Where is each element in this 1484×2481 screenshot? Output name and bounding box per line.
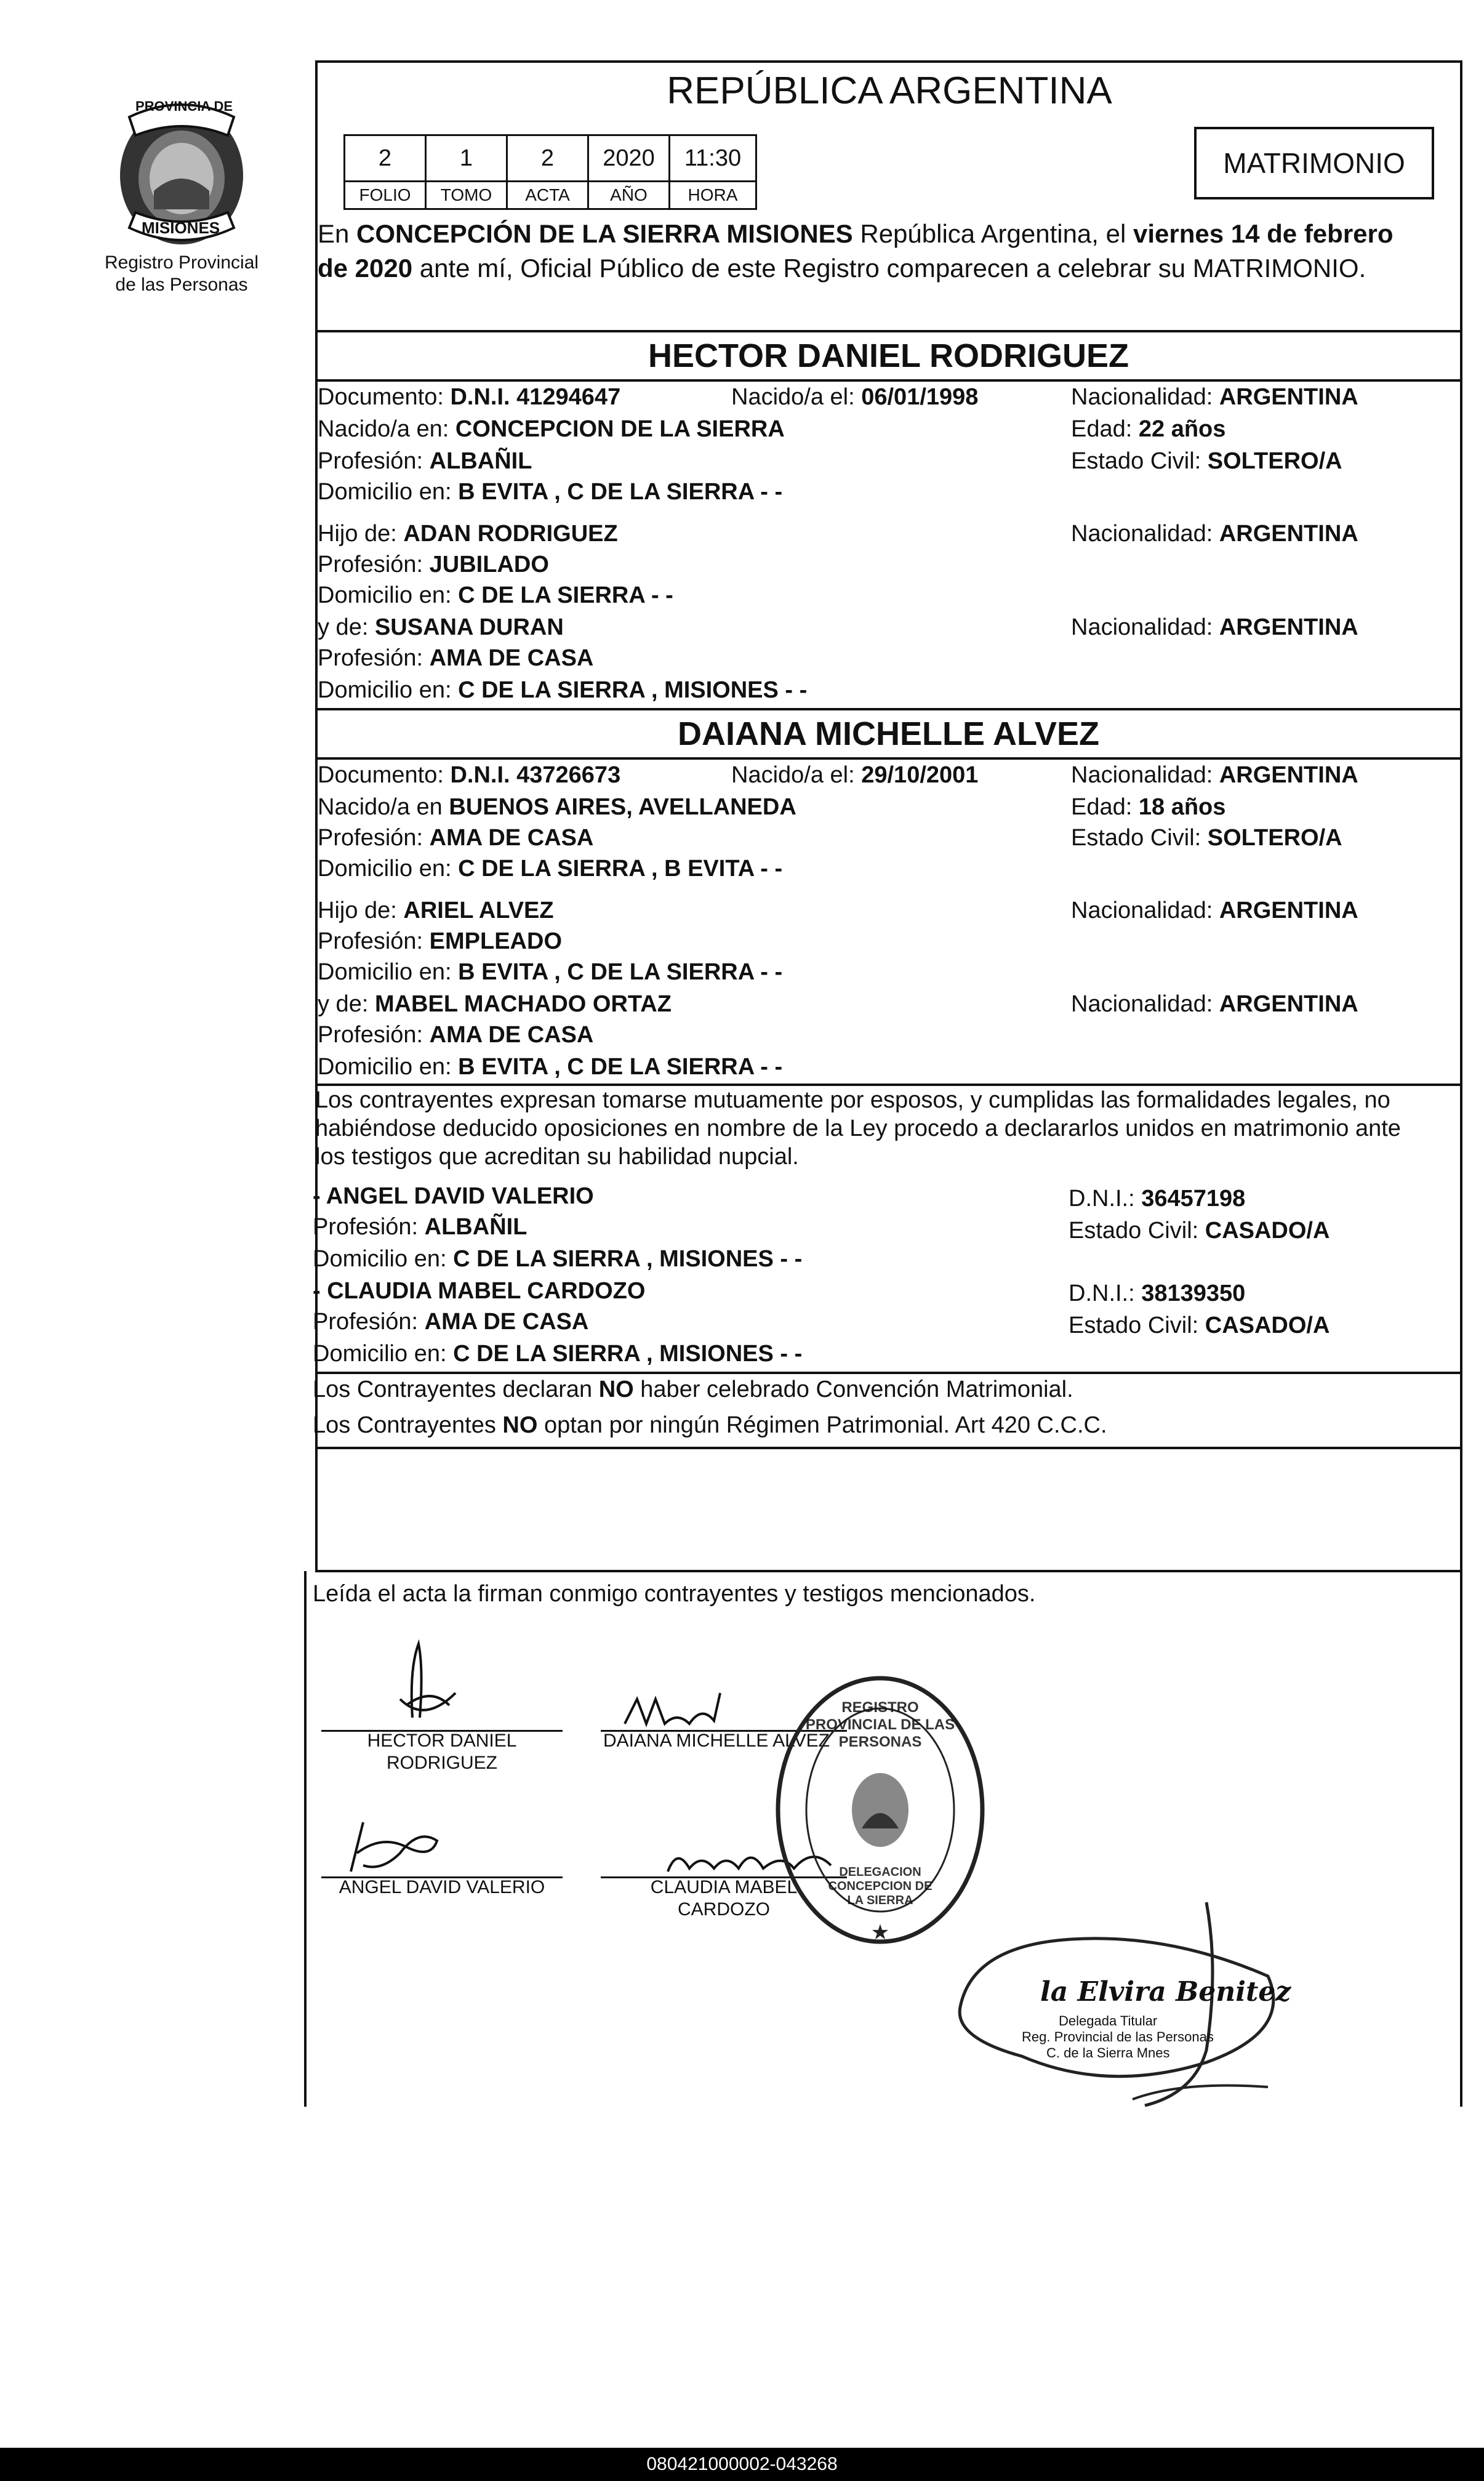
spouse1-padre: Hijo de: ADAN RODRIGUEZ [318, 521, 618, 547]
ano-value: 2020 [588, 135, 670, 182]
witness2-estado: Estado Civil: CASADO/A [1069, 1313, 1330, 1338]
witness1-domicilio: Domicilio en: C DE LA SIERRA , MISIONES - - [313, 1246, 803, 1272]
hora-label: HORA [670, 182, 756, 209]
signature-label-hector-2: RODRIGUEZ [387, 1753, 497, 1773]
frame-top-line [315, 60, 1462, 63]
witness2-name: - CLAUDIA MABEL CARDOZO [313, 1278, 646, 1304]
witness1-name: - ANGEL DAVID VALERIO [313, 1183, 594, 1209]
spouse1-padre-dom: Domicilio en: C DE LA SIERRA - - [318, 582, 673, 608]
spouse2-padre-prof: Profesión: EMPLEADO [318, 928, 563, 954]
declaration-line2: habiéndose deducido oposiciones en nombre de la Ley procedo a declararlos unidos en matrimonio ante [315, 1116, 1401, 1141]
declaration-line3: los testigos que acreditan su habilidad nupcial. [315, 1144, 799, 1170]
witness2-dni: D.N.I.: 38139350 [1069, 1281, 1246, 1306]
signature-hector [375, 1631, 474, 1730]
official-title-line1: Delegada Titular [1059, 2013, 1158, 2029]
witness2-domicilio: Domicilio en: C DE LA SIERRA , MISIONES - - [313, 1341, 803, 1367]
witness1-profesion: Profesión: ALBAÑIL [313, 1214, 527, 1240]
spouse2-madre-nac: Nacionalidad: ARGENTINA [1071, 991, 1358, 1017]
intro-place: CONCEPCIÓN DE LA SIERRA MISIONES [356, 219, 853, 248]
witness2-profesion: Profesión: AMA DE CASA [313, 1309, 589, 1335]
convention-line1: Los Contrayentes declaran NO haber celebrado Convención Matrimonial. [313, 1377, 1073, 1402]
closing-text: Leída el acta la firman conmigo contrayentes y testigos mencionados. [313, 1581, 1036, 1607]
divider-convention [315, 1372, 1462, 1374]
divider-closing [315, 1570, 1462, 1572]
spouse1-padre-nac: Nacionalidad: ARGENTINA [1071, 521, 1358, 547]
spouse1-domicilio: Domicilio en: B EVITA , C DE LA SIERRA - - [318, 479, 783, 505]
spouse2-name: DAIANA MICHELLE ALVEZ [678, 715, 1099, 752]
spouse2-padre-nac: Nacionalidad: ARGENTINA [1071, 898, 1358, 923]
signature-label-claudia-2: CARDOZO [678, 1899, 770, 1920]
divider-blank-top [315, 1447, 1462, 1449]
divider-spouse1-name [315, 379, 1462, 382]
divider-spouse2-name [315, 757, 1462, 760]
witness1-estado: Estado Civil: CASADO/A [1069, 1218, 1330, 1244]
intro-line2 [318, 251, 1366, 286]
spouse2-padre: Hijo de: ARIEL ALVEZ [318, 898, 554, 923]
folio-label: FOLIO [345, 182, 426, 209]
doc-type-box [1194, 127, 1434, 199]
convention-line2: Los Contrayentes NO optan por ningún Régimen Patrimonial. Art 420 C.C.C. [313, 1412, 1107, 1438]
signature-label-angel: ANGEL DAVID VALERIO [339, 1877, 545, 1897]
spouse1-name: HECTOR DANIEL RODRIGUEZ [648, 337, 1129, 374]
svg-text:★: ★ [870, 1920, 890, 1945]
spouse2-nacionalidad: Nacionalidad: ARGENTINA [1071, 762, 1358, 788]
seal-ring-text: REGISTRO PROVINCIAL DE LAS PERSONAS [805, 1699, 955, 1750]
spouse1-madre-nac: Nacionalidad: ARGENTINA [1071, 614, 1358, 640]
frame-left-lower-line [304, 1571, 307, 2107]
hora-value: 11:30 [670, 135, 756, 182]
spouse1-madre-prof: Profesión: AMA DE CASA [318, 645, 594, 671]
declaration-line1: Los contrayentes expresan tomarse mutuamente por esposos, y cumplidas las formalidades legales, no [315, 1087, 1390, 1113]
folio-value: 2 [345, 135, 426, 182]
logo-seal-text-top: PROVINCIA DE [135, 99, 233, 114]
intro-line1 [318, 217, 1394, 251]
spouse2-madre: y de: MABEL MACHADO ORTAZ [318, 991, 672, 1017]
footer-code: 080421000002-043268 [646, 2454, 838, 2474]
frame-right-line [1460, 60, 1462, 1571]
spouse1-madre: y de: SUSANA DURAN [318, 614, 564, 640]
intro-text-1: En [318, 219, 357, 248]
frame-right-lower-line [1460, 1571, 1462, 2107]
spouse1-profesion: Profesión: ALBAÑIL [318, 448, 532, 474]
official-name: la Elvira Benitez [1040, 1976, 1291, 2008]
intro-date-a: viernes 14 de febrero [1133, 219, 1394, 248]
signature-label-daiana: DAIANA MICHELLE ALVEZ [603, 1731, 830, 1751]
logo-caption-line2: de las Personas [115, 275, 248, 295]
spouse1-edad: Edad: 22 años [1071, 416, 1226, 442]
spouse2-domicilio: Domicilio en: C DE LA SIERRA , B EVITA - - [318, 856, 783, 882]
signature-label-hector-1: HECTOR DANIEL [367, 1731, 517, 1751]
page-title: REPÚBLICA ARGENTINA [667, 70, 1112, 112]
doc-type-label: MATRIMONIO [1223, 147, 1405, 179]
spouse2-estado: Estado Civil: SOLTERO/A [1071, 825, 1342, 851]
spouse1-madre-dom: Domicilio en: C DE LA SIERRA , MISIONES - - [318, 677, 808, 703]
registry-table [343, 134, 757, 210]
acta-value: 2 [507, 135, 588, 182]
signature-angel [345, 1810, 455, 1878]
spouse2-documento: Documento: D.N.I. 43726673 [318, 762, 621, 788]
spouse1-lugar: Nacido/a en: CONCEPCION DE LA SIERRA [318, 416, 785, 442]
seal-inner-text: DELEGACION CONCEPCION DE LA SIERRA [828, 1865, 933, 1907]
acta-label: ACTA [507, 182, 588, 209]
spouse1-nacionalidad: Nacionalidad: ARGENTINA [1071, 384, 1358, 410]
spouse2-edad: Edad: 18 años [1071, 794, 1226, 820]
intro-date-b: de 2020 [318, 254, 413, 283]
intro-text-3: ante mí, Oficial Público de este Registro comparecen a celebrar su MATRIMONIO. [412, 254, 1366, 283]
spouse2-madre-prof: Profesión: AMA DE CASA [318, 1022, 594, 1048]
spouse2-lugar: Nacido/a en BUENOS AIRES, AVELLANEDA [318, 794, 796, 820]
spouse2-profesion: Profesión: AMA DE CASA [318, 825, 594, 851]
intro-text-2: República Argentina, el [852, 219, 1133, 248]
ano-label: AÑO [588, 182, 670, 209]
logo-seal-text-bottom: MISIONES [142, 219, 220, 237]
spouse2-nacido: Nacido/a el: 29/10/2001 [731, 762, 979, 788]
witness1-dni: D.N.I.: 36457198 [1069, 1186, 1246, 1212]
logo-caption-line1: Registro Provincial [104, 252, 259, 273]
spouse2-padre-dom: Domicilio en: B EVITA , C DE LA SIERRA - - [318, 959, 783, 985]
signature-daiana [622, 1687, 745, 1736]
official-title-line2: Reg. Provincial de las Personas [1022, 2029, 1214, 2045]
spouse1-estado: Estado Civil: SOLTERO/A [1071, 448, 1342, 474]
spouse1-documento: Documento: D.N.I. 41294647 [318, 384, 621, 410]
spouse2-madre-dom: Domicilio en: B EVITA , C DE LA SIERRA - - [318, 1054, 783, 1080]
spouse1-padre-prof: Profesión: JUBILADO [318, 552, 549, 577]
tomo-value: 1 [426, 135, 507, 182]
spouse1-nacido: Nacido/a el: 06/01/1998 [731, 384, 979, 410]
tomo-label: TOMO [426, 182, 507, 209]
signature-label-claudia-1: CLAUDIA MABEL [650, 1877, 798, 1897]
footer-bar [0, 2448, 1484, 2481]
official-title-line3: C. de la Sierra Mnes [1046, 2045, 1170, 2061]
